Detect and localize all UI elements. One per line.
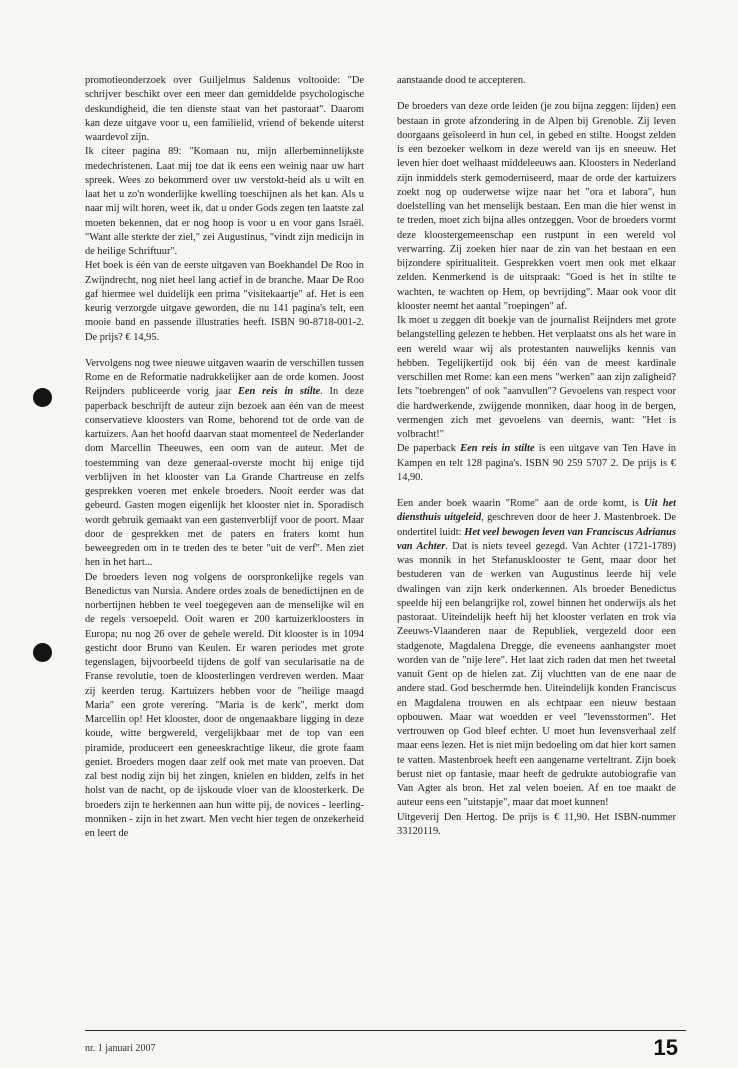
punch-hole [33,643,52,662]
paragraph: De broeders leven nog volgens de oorspronkelijke regels van Benedictus van Nursia. Andere ordes zoals de benedictijnen en de norbertijnen hebben te veel toegegeven aan de menselijke wil en de regels versoepeld. Ooit waren er 200 kartuizerkloosters in Europa; nu nog 26 over de gehele wereld. Dit klooster is in 1094 gesticht door Bruno van Keulen. Er waren periodes met grote tegenslagen, bijvoorbeeld tijdens de golf van secularisatie na de Franse revolutie, toen de kloosterlingen verdreven werden. Maar zij keerden terug. Kartuizers hebben voor de "heilige maagd Maria" een grote verering. "Maria is de kerk", merkt dom Marcellin op! Het klooster, door de ongenaakbare ligging in deze koude, witte bergwereld, vergelijkbaar met de top van een piramide, produceert een geneeskrachtige likeur, die grote faam geniet. Broeders mogen daar zelf ook met mate van proeven. Dat zal best nodig zijn bij het zingen, knielen en bidden, zelfs in het holst van de nacht, op de ijskoude vloer van de kloosterkerk. De broeders zijn te herkennen aan hun witte pij, de novices - leerling-monniken - zijn in het zwart. Men vecht hier tegen de onzekerheid en leert de [85,571,364,839]
paragraph: Het boek is één van de eerste uitgaven van Boekhandel De Roo in Zwijndrecht, nog niet heel lang actief in de branche. Maar De Roo gaf hiermee wel duidelijk een prima "visitekaartje" af. Het is een keurig verzorgde uitgave geworden, die nu 141 pagina's telt, een mooie band en passende illustraties heeft. ISBN 90-8718-001-2. De prijs? € 14,95. [85,260,364,343]
paragraph: Ik citeer pagina 89: "Komaan nu, mijn allerbeminnelijkste medechristenen. Laat mij toe dat ik eens een weinig naar uw hart spreek. Wees zo bekommerd over uw verstokt-heid als u wilt en laat het u zo'n wonderlijke kwelling toeschijnen als het kan. Als u naar mij wilt horen, weet ik, dat u onder Gods zegen ten laatste zal moeten bekennen, dat er nog hoop is voor u en voor gans Israël. "Want alle sterkte der ziel," zei Augustinus, "vindt zijn medicijn in de heilige Schriftuur". [85,146,364,257]
text-run: De paperback [397,443,461,455]
left-column [85,74,364,841]
text-run: is een uitgave van Ten Have in Kampen en telt 128 pagina's. ISBN 90 259 5707 2. De prijs is € 14,90. [397,443,677,483]
book-title: Een reis in stilte [237,386,321,398]
paragraph: Uitgeverij Den Hertog. De prijs is € 11,90. Het ISBN-nummer 33120119. [397,811,676,837]
text-run: Een ander boek waarin "Rome" aan de orde komt, is [397,498,645,509]
text-run: . Dat is niets teveel gezegd. Van Achter (1721-1789) was monnik in het Stefanusklooster te Gent, maar door het bestuderen van de werken van Augustinus leerde hij vele dwalingen van zijn kerk onderkennen. Als broeder Benedictus speelde hij een belangrijke rol, zowel binnen het onderwijs als het pastoraat. Uiteindelijk heeft hij het klooster verlaten en trok via Zeeuws-Vlaanderen naar de Republiek, vergezeld door een stadgenote, Magdalena Dregge, die eveneens aanhangster moet worden van de "nije lere". Het laat zich raden dat men het tweetal vanuit Gent op de hielen zat. Zij vluchtten van de ene naar de andere stad. God beschermde hen. Uiteindelijk konden Franciscus en Magdalena trouwen en als echtpaar een nieuw bestaan opbouwen. Maar wat woedden er veel "levensstormen". Het vertrouwen op God bleef echter. U moet hun levensverhaal zelf maar eens lezen. Het is niet mijn bedoeling om dat hier kort samen te vatten. Mastenbroek heeft een aangename verteltrant. Zijn boek berust niet op fantasie, maar heeft de gedrukte autobiografie van Van Agter als bron. Het zal velen boeien. Af en toe maakt de auteur eens een "uitstapje", maar dat moet kunnen! [397,540,676,809]
book-subtitle: Het veel bewogen leven van Franciscus Adrianus van Achter [397,526,677,552]
book-title: Uit het diensthuis uitgeleid [397,498,676,524]
paragraph: aanstaande dood te accepteren. [397,75,526,86]
paragraph: De broeders van deze orde leiden (je zou bijna zeggen: lijden) een bestaan in grote afzondering in de Alpen bij Grenoble. Zij leven doorgaans geïsoleerd in hun cel, in gebed en stilte. Hoogst zelden is een bezoeker welkom in deze wereld van ijs en sneeuw. Het leven hier doet welhaast middeleeuws aan. Kloosters in Nederland zijn inmiddels sterk gemoderniseerd, maar de orde der kartuizers zoekt nog op ouderwetse wijze naar het "ora et labora", hun doelstelling van het menselijk bestaan. Een man die hier wenst in te treden, moet zich bijna alles ontzeggen. Voor de broeders vormt deze kloostergemeenschap een rustpunt in een wereld vol verwarring. Zij zoeken hier naar de zin van het bestaan en een bijzondere spiritualiteit. Gesprekken voert men ook met elkaar zelden. Kenmerkend is de uitspraak: "Goed is het in stilte te wachten, te wachten op Hem, op bevrijding". Maar ook voor dit klooster neemt het aantal "roepingen" af. [397,101,676,312]
page-number: 15 [653,1035,678,1060]
paragraph [85,357,364,571]
text-run: Vervolgens nog twee nieuwe uitgaven waarin de verschillen tussen Rome en de Reformatie nadrukkelijker aan de orde komen. Joost Reijnders publiceerde vorig jaar [85,357,364,398]
footer-rule [85,1030,686,1031]
paragraph [397,442,676,485]
book-title: Een reis in stilte [460,443,535,455]
paragraph [397,497,676,811]
issue-label: nr. 1 januari 2007 [85,1043,156,1054]
paragraph: Ik moet u zeggen dit boekje van de journalist Reijnders met grote belangstelling gelezen te hebben. Het verplaatst ons als het ware in een wereld waar wij als protestanten nauwelijks kennis van hebben. Tegelijkertijd ook bij één van de meest kardinale verschillen met Rome: kan een mens "werken" aan zijn zaligheid? Iets "toebrengen" of ook "aanvullen"? Gevoelens van respect voor die hardwerkende, zwijgende monniken, daar hoog in de bergen, vermengen zich met gevoelens van deernis, want: "Het is volbracht!" [397,315,676,440]
punch-hole [33,388,52,407]
text-run: . In deze paperback beschrijft de auteur zijn bezoek aan één van de meest conservatieve kloosters van Rome, behorend tot de orde van de kartuizers. Aan het hoofd daarvan staat momenteel de Nederlander dom Marcellin Theeuwes, een oom van de auteur. Met de toestemming van deze generaal-overste mocht hij enige tijd verblijven in het klooster van La Grande Chartreuse en zelfs gesprekken voeren met enkele broeders. Nooit eerder was dat gebeurd. Gasten mogen eigenlijk het klooster niet in. Sporadisch wordt gebruik gemaakt van een gastenverblijf voor de poort. Maar door de gesprekken met de paters en fraters komt hun beweegreden om in te treden des te beter "uit de verf". Men ziet hen in het hart... [85,386,364,569]
paragraph: promotieonderzoek over Guiljelmus Saldenus voltooide: "De schrijver beschikt over een meer dan gemiddelde psychologische deskundigheid, die ten dienste staat van het pastoraat". Daarom kan deze uitgave voor u, een familielid, vriend of bekende uiterst waardevol zijn. [85,75,364,143]
right-column [397,74,676,839]
text-run: , geschreven door de heer J. Mastenbroek. De ondertitel luidt: [397,512,676,538]
